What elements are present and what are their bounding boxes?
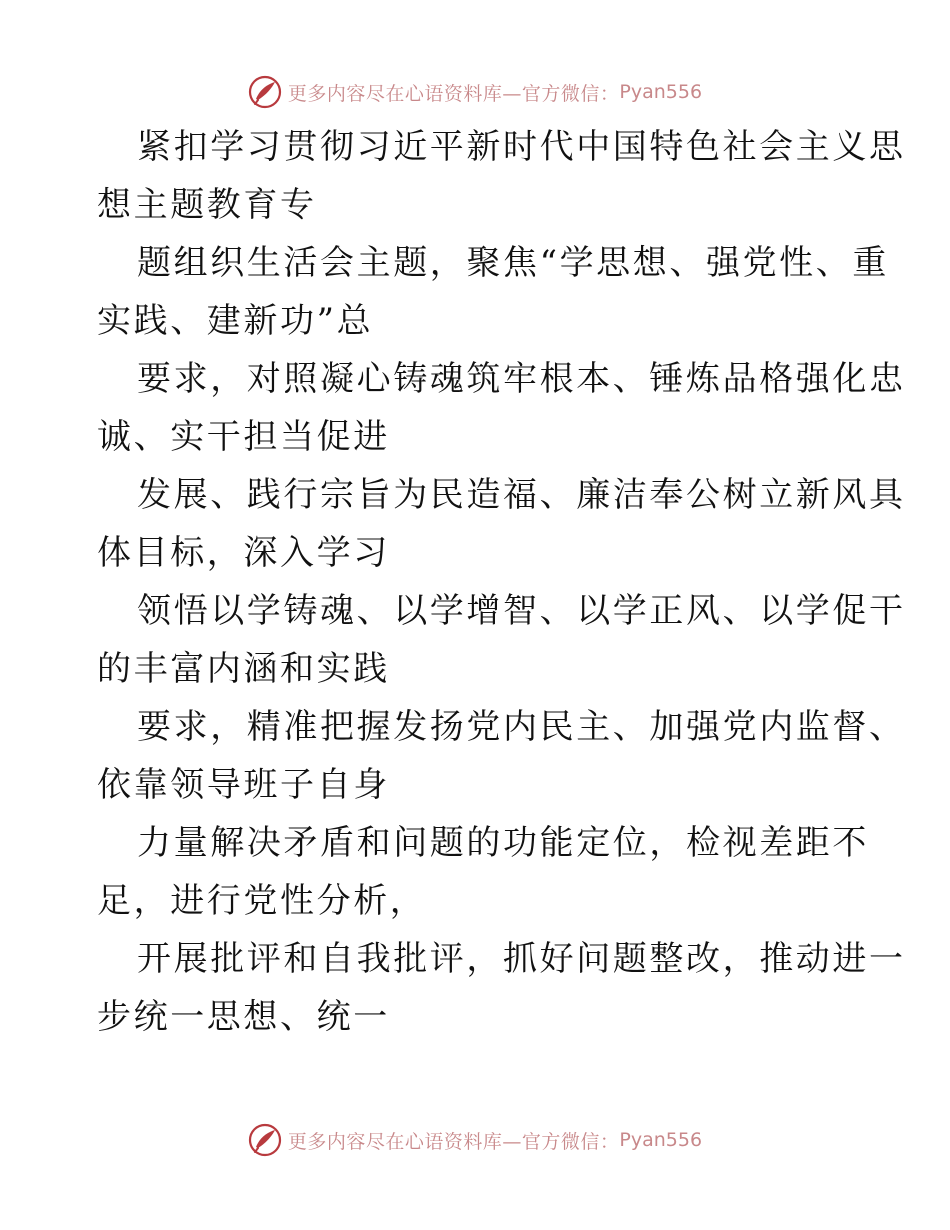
- document-body: [97, 118, 906, 1046]
- paragraph-1-line-1: 紧扣学习贯彻习近平新时代中国特色社会主义思: [137, 127, 906, 167]
- paragraph-2-line-1: 题组织生活会主题，聚焦“学思想、强党性、重: [137, 243, 889, 283]
- paragraph-5: [97, 582, 906, 698]
- paragraph-5-line-1: 领悟以学铸魂、以学增智、以学正风、以学促干: [137, 591, 906, 631]
- pen-logo-icon: [248, 75, 282, 109]
- paragraph-3-line-1: 要求，对照凝心铸魂筑牢根本、锤炼品格强化忠: [137, 359, 906, 399]
- paragraph-7: [97, 814, 869, 930]
- paragraph-4-line-2: 体目标，深入学习: [97, 533, 390, 573]
- watermark-text: 更多内容尽在心语资料库—官方微信：: [287, 1130, 620, 1153]
- paragraph-6: [97, 698, 906, 814]
- paragraph-6-line-2: 依靠领导班子自身: [97, 765, 390, 805]
- paragraph-6-line-1: 要求，精准把握发扬党内民主、加强党内监督、: [137, 707, 906, 747]
- paragraph-1: [97, 118, 906, 234]
- paragraph-2: [97, 234, 889, 350]
- paragraph-3: [97, 350, 906, 466]
- pen-logo-icon: [248, 1123, 282, 1157]
- watermark-wechat-id: Pyan556: [619, 1129, 703, 1151]
- watermark-wechat-id: Pyan556: [619, 81, 703, 103]
- paragraph-2-line-2: 实践、建新功”总: [97, 301, 374, 341]
- paragraph-3-line-2: 诚、实干担当促进: [97, 417, 390, 457]
- paragraph-1-line-2: 想主题教育专: [97, 185, 317, 225]
- paragraph-8-line-2: 步统一思想、统一: [97, 997, 390, 1037]
- paragraph-4: [97, 466, 906, 582]
- paragraph-8: [97, 930, 906, 1046]
- header-watermark: [0, 72, 950, 112]
- paragraph-5-line-2: 的丰富内涵和实践: [97, 649, 390, 689]
- paragraph-7-line-1: 力量解决矛盾和问题的功能定位，检视差距不: [137, 823, 869, 863]
- footer-watermark: [0, 1120, 950, 1160]
- watermark-text: 更多内容尽在心语资料库—官方微信：: [287, 82, 620, 105]
- paragraph-4-line-1: 发展、践行宗旨为民造福、廉洁奉公树立新风具: [137, 475, 906, 515]
- paragraph-8-line-1: 开展批评和自我批评，抓好问题整改，推动进一: [137, 939, 906, 979]
- paragraph-7-line-2: 足，进行党性分析，: [97, 881, 427, 921]
